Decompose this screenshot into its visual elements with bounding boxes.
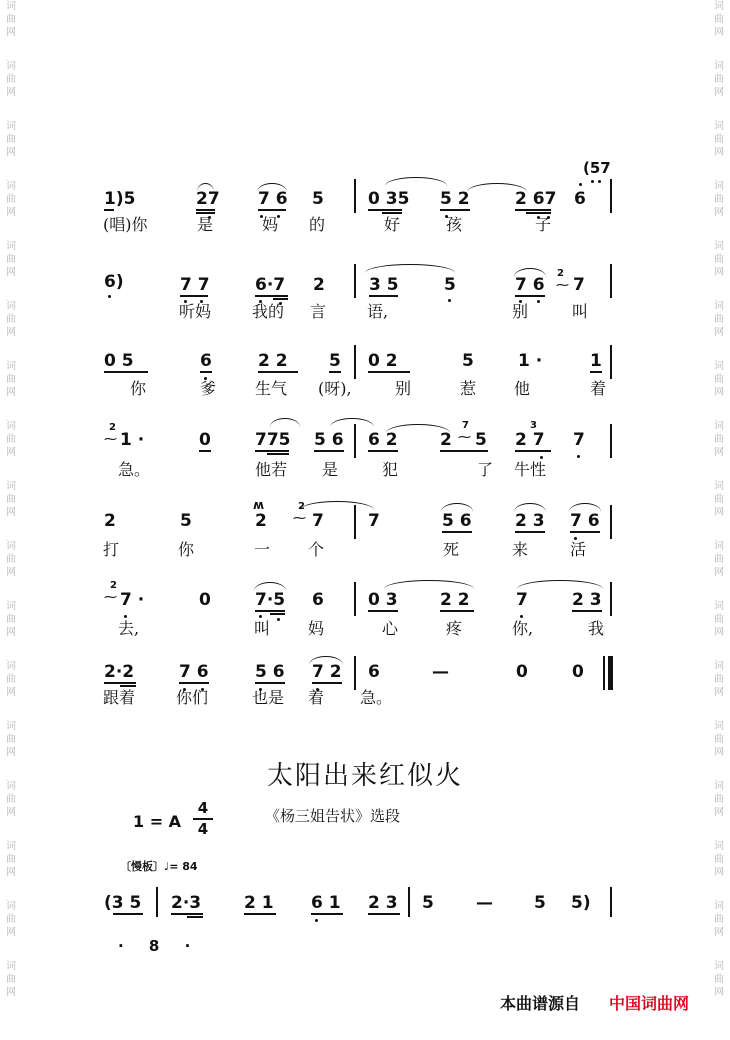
watermark-char: 曲 — [714, 674, 724, 685]
lyric: 我 — [588, 619, 605, 638]
lyric: 语, — [367, 302, 389, 321]
watermark-char: 词 — [714, 661, 724, 672]
note: 5 — [329, 351, 341, 371]
note: 2 3 — [572, 590, 602, 610]
watermark-char: 词 — [714, 781, 724, 792]
watermark-char: 曲 — [714, 194, 724, 205]
lyric: 子 — [535, 215, 552, 234]
lyric: 着 — [590, 379, 607, 398]
note: 1 · — [518, 351, 543, 371]
lyric: 惹 — [460, 379, 477, 398]
note: 1 — [590, 351, 602, 371]
lyric: 心 — [382, 619, 399, 638]
watermark-char: 词 — [6, 481, 16, 492]
watermark-char: 词 — [6, 541, 16, 552]
note: 2 — [313, 275, 325, 295]
watermark-char: 网 — [6, 627, 16, 638]
note: 0 — [516, 662, 528, 682]
watermark-char: 词 — [6, 181, 16, 192]
watermark-char: 曲 — [6, 314, 16, 325]
note: 0 2 — [368, 351, 398, 371]
watermark-char: 词 — [6, 61, 16, 72]
note: 5 — [534, 893, 546, 913]
watermark-char: 曲 — [714, 254, 724, 265]
lyric: 急。 — [360, 688, 393, 707]
key-signature: 1 = A — [133, 812, 182, 831]
note: 5 6 — [442, 511, 472, 531]
tilde-mark: ⁓ — [556, 278, 569, 293]
footer-site-link[interactable]: 中国词曲网 — [609, 994, 690, 1013]
lyric: 跟着 — [103, 688, 136, 707]
grace-note: 2 — [109, 422, 116, 433]
note: 2 — [255, 511, 267, 531]
note: 7 6 — [179, 662, 209, 682]
watermark-char: 词 — [6, 421, 16, 432]
watermark-char: 词 — [714, 901, 724, 912]
watermark-char: 网 — [714, 507, 724, 518]
watermark-char: 曲 — [6, 74, 16, 85]
watermark-char: 词 — [714, 541, 724, 552]
note: 6 1 — [311, 893, 341, 913]
carry-over-note: (57 — [583, 159, 611, 177]
time-numerator: 4 — [197, 799, 209, 817]
lyric: 叫 — [254, 619, 271, 638]
note: 2 — [440, 430, 452, 450]
note: 7 — [573, 275, 585, 295]
watermark-char: 词 — [6, 961, 16, 972]
note: 5 — [422, 893, 434, 913]
watermark-char: 曲 — [6, 134, 16, 145]
watermark-char: 网 — [6, 867, 16, 878]
note: 2 7 — [515, 430, 545, 450]
note: 5 6 — [314, 430, 344, 450]
watermark-char: 词 — [714, 721, 724, 732]
lyric: 别 — [512, 302, 529, 321]
watermark-char: 曲 — [714, 494, 724, 505]
watermark-char: 网 — [714, 927, 724, 938]
note: 3 5 — [369, 275, 399, 295]
lyric: 死 — [443, 540, 460, 559]
watermark-char: 曲 — [714, 914, 724, 925]
note: 7 6 — [258, 189, 288, 209]
note: 1 · — [120, 430, 145, 450]
note: 5 — [180, 511, 192, 531]
note: 2 3 — [368, 893, 398, 913]
watermark-char: 网 — [6, 447, 16, 458]
watermark-char: 词 — [6, 241, 16, 252]
note: 6 — [312, 590, 324, 610]
note: 0 5 — [104, 351, 134, 371]
lyric: 你们 — [176, 688, 209, 707]
lyric: 犯 — [382, 460, 399, 479]
grace-note: 2 — [298, 501, 305, 512]
intro-line — [0, 893, 730, 973]
watermark-char: 曲 — [6, 14, 16, 25]
note: 6 — [368, 662, 380, 682]
watermark-char: 词 — [714, 361, 724, 372]
lyric: 妈 — [262, 215, 279, 234]
watermark-char: 网 — [6, 267, 16, 278]
note: 2 67 — [515, 189, 557, 209]
watermark-char: 词 — [6, 361, 16, 372]
watermark-char: 词 — [6, 901, 16, 912]
note: 7 6 — [570, 511, 600, 531]
watermark-char: 曲 — [6, 494, 16, 505]
note: 2 1 — [244, 893, 274, 913]
watermark-char: 网 — [6, 147, 16, 158]
score-line-5 — [0, 498, 730, 587]
watermark-char: 网 — [714, 687, 724, 698]
watermark-char: 网 — [6, 27, 16, 38]
song-source: 《杨三姐告状》选段 — [265, 807, 401, 825]
watermark-char: 曲 — [6, 194, 16, 205]
watermark-char: 网 — [714, 327, 724, 338]
watermark-char: 曲 — [6, 374, 16, 385]
note: 0 35 — [368, 189, 410, 209]
lyric: 你, — [512, 619, 534, 638]
watermark-char: 词 — [6, 121, 16, 132]
lyric: 听妈 — [179, 302, 212, 321]
lyric: 的 — [309, 215, 326, 234]
lyric: 也是 — [252, 688, 285, 707]
lyric: 你 — [178, 540, 195, 559]
watermark-char: 曲 — [714, 974, 724, 985]
watermark-char: 网 — [6, 207, 16, 218]
watermark-char: 网 — [714, 447, 724, 458]
score-line-2 — [0, 268, 730, 348]
note: 7 — [516, 590, 528, 610]
watermark-char: 曲 — [6, 974, 16, 985]
watermark-char: 网 — [714, 87, 724, 98]
lyric: 妈 — [308, 619, 325, 638]
lyric: 牛性 — [514, 460, 547, 479]
time-denominator: 4 — [197, 819, 209, 838]
watermark-char: 网 — [714, 267, 724, 278]
note: 0 — [572, 662, 584, 682]
note: 27 — [196, 189, 220, 209]
lyric: 好 — [384, 215, 401, 234]
lyric: 叫 — [572, 302, 589, 321]
watermark-char: 曲 — [6, 254, 16, 265]
note: 6 — [574, 189, 586, 209]
watermark-char: 曲 — [6, 674, 16, 685]
watermark-char: 网 — [6, 327, 16, 338]
watermark-char: 词 — [6, 661, 16, 672]
note: 7 · — [120, 590, 145, 610]
note: — — [476, 893, 493, 913]
watermark-char: 曲 — [714, 14, 724, 25]
watermark-char: 曲 — [714, 314, 724, 325]
tilde-mark: ⁓ — [458, 430, 471, 445]
lyric: 一 — [254, 540, 271, 559]
mordent-mark: ʍ — [253, 498, 265, 512]
watermark-char: 网 — [714, 747, 724, 758]
note: 7 2 — [312, 662, 342, 682]
note: — — [432, 662, 449, 682]
lyric: 他 — [514, 379, 531, 398]
score-line-3 — [0, 347, 730, 427]
note: 5 2 — [440, 189, 470, 209]
lyric: 他若 — [255, 460, 288, 479]
note: 5) — [571, 893, 591, 913]
watermark-char: 曲 — [6, 734, 16, 745]
score-line-1 — [0, 185, 730, 265]
lyric: 爹 — [200, 379, 217, 398]
score-line-6 — [0, 580, 730, 666]
note: 7 6 — [515, 275, 545, 295]
grace-note: 2 — [110, 580, 117, 591]
note: 2·2 — [104, 662, 135, 682]
note: 6 2 — [368, 430, 398, 450]
note: 7 7 — [180, 275, 210, 295]
note: 2 3 — [515, 511, 545, 531]
note: 6) — [104, 272, 124, 292]
note: 6 — [200, 351, 212, 371]
note: 775 — [255, 430, 291, 450]
lyric: 我的 — [252, 302, 285, 321]
score-line-4 — [0, 420, 730, 506]
watermark-char: 网 — [6, 987, 16, 998]
watermark-char: 网 — [6, 387, 16, 398]
score-line-7 — [0, 662, 730, 742]
lyric: 疼 — [446, 619, 463, 638]
watermark-char: 网 — [714, 567, 724, 578]
watermark-char: 曲 — [6, 554, 16, 565]
note: 5 — [462, 351, 474, 371]
watermark-char: 网 — [714, 627, 724, 638]
watermark-char: 词 — [6, 841, 16, 852]
note: 5 — [444, 275, 456, 295]
lyric: 别 — [395, 379, 412, 398]
watermark-char: 词 — [714, 301, 724, 312]
watermark-char: 网 — [6, 747, 16, 758]
note: 7 — [312, 511, 324, 531]
lyric: 孩 — [446, 215, 463, 234]
lyric: 言 — [310, 302, 327, 321]
watermark-char: 曲 — [6, 794, 16, 805]
time-signature — [193, 800, 213, 838]
watermark-char: 词 — [714, 1, 724, 12]
note: 7 — [573, 430, 585, 450]
note: 6·7 — [255, 275, 286, 295]
watermark-char: 网 — [714, 207, 724, 218]
watermark-char: 网 — [714, 987, 724, 998]
watermark-char: 词 — [714, 841, 724, 852]
watermark-char: 词 — [6, 301, 16, 312]
watermark-char: 曲 — [714, 374, 724, 385]
lyric: 你 — [130, 379, 147, 398]
watermark-char: 曲 — [714, 614, 724, 625]
lyric: 个 — [308, 540, 325, 559]
watermark-char: 词 — [714, 601, 724, 612]
lyric: 生气 — [255, 379, 288, 398]
watermark-char: 曲 — [6, 854, 16, 865]
note: 0 — [199, 430, 211, 450]
watermark-char: 曲 — [714, 554, 724, 565]
lyric: 来 — [512, 540, 529, 559]
lyric: 是 — [197, 215, 214, 234]
watermark-char: 网 — [714, 867, 724, 878]
watermark-char: 网 — [714, 387, 724, 398]
watermark-char: 曲 — [6, 914, 16, 925]
note: (3 5 — [104, 893, 142, 913]
watermark-char: 词 — [714, 421, 724, 432]
note: 5 6 — [255, 662, 285, 682]
lyric: 着 — [308, 688, 325, 707]
note: 7·5 — [255, 590, 286, 610]
watermark-char: 词 — [6, 1, 16, 12]
lyric: 去, — [118, 619, 140, 638]
watermark-char: 曲 — [714, 434, 724, 445]
watermark-char: 网 — [714, 807, 724, 818]
note: 2 — [104, 511, 116, 531]
watermark-char: 词 — [714, 961, 724, 972]
lyric: 活 — [570, 540, 587, 559]
note: 1)5 — [104, 189, 136, 209]
note: 2 2 — [258, 351, 288, 371]
watermark-char: 网 — [6, 687, 16, 698]
watermark-char: 网 — [714, 27, 724, 38]
watermark-char: 词 — [6, 721, 16, 732]
note: 0 3 — [368, 590, 398, 610]
note: 2 2 — [440, 590, 470, 610]
watermark-char: 曲 — [714, 854, 724, 865]
lyric: 了 — [477, 460, 494, 479]
note: 2·3 — [171, 893, 202, 913]
watermark-char: 词 — [714, 481, 724, 492]
watermark-char: 曲 — [714, 134, 724, 145]
watermark-char: 网 — [6, 87, 16, 98]
tilde-mark: ⁓ — [293, 511, 306, 526]
tilde-mark: ⁓ — [104, 590, 117, 605]
lyric: (呀), — [318, 379, 352, 398]
watermark-char: 网 — [6, 807, 16, 818]
note: 5 — [475, 430, 487, 450]
lyric: (唱)你 — [103, 215, 148, 234]
song-title: 太阳出来红似火 — [266, 761, 463, 791]
lyric: 急。 — [118, 460, 151, 479]
note: 0 — [199, 590, 211, 610]
note: 5 — [312, 189, 324, 209]
watermark-char: 词 — [714, 181, 724, 192]
watermark-char: 词 — [714, 121, 724, 132]
grace-note: 3 — [530, 420, 537, 431]
footer-source-label: 本曲谱源自 — [500, 994, 581, 1013]
watermark-char: 曲 — [714, 734, 724, 745]
watermark-char: 词 — [714, 241, 724, 252]
grace-note: 7 — [462, 420, 469, 431]
page-number: · 8 · — [118, 937, 201, 955]
watermark-char: 曲 — [6, 614, 16, 625]
tilde-mark: ⁓ — [104, 432, 117, 447]
watermark-char: 网 — [6, 567, 16, 578]
watermark-char: 词 — [714, 61, 724, 72]
watermark-char: 词 — [6, 601, 16, 612]
watermark-char: 网 — [6, 927, 16, 938]
watermark-char: 网 — [6, 507, 16, 518]
lyric: 打 — [103, 540, 120, 559]
watermark-char: 曲 — [714, 794, 724, 805]
tempo-marking: 〔慢板〕♩= 84 — [120, 860, 198, 873]
watermark-char: 曲 — [6, 434, 16, 445]
lyric: 是 — [322, 460, 339, 479]
grace-note: 2 — [557, 268, 564, 279]
watermark-char: 词 — [6, 781, 16, 792]
note: 7 — [368, 511, 380, 531]
watermark-char: 网 — [714, 147, 724, 158]
watermark-char: 曲 — [714, 74, 724, 85]
